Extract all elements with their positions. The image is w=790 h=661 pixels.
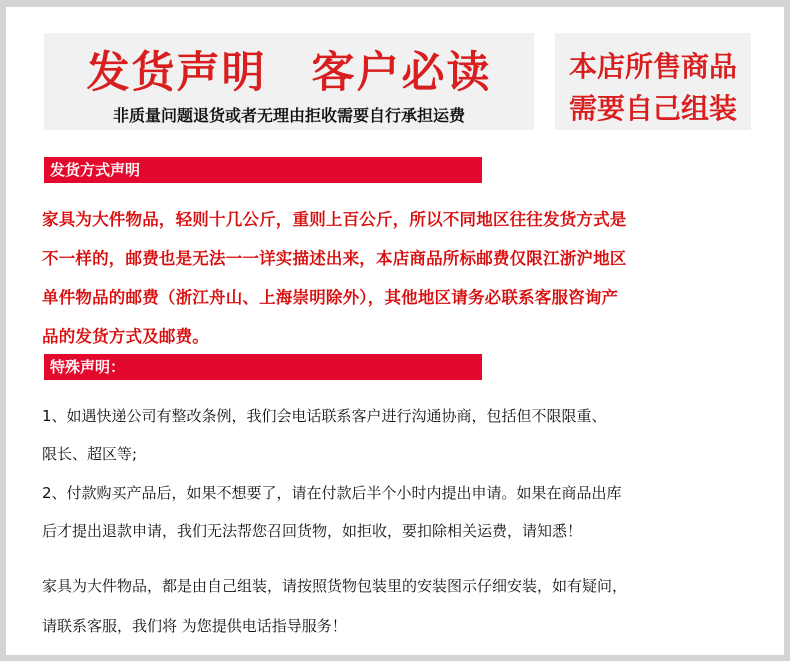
assembly-note-line-1: 家具为大件物品，都是由自己组装，请按照货物包装里的安装图示仔细安装，如有疑问，	[42, 577, 628, 595]
special-section-heading: 特殊声明：	[44, 354, 482, 380]
shipping-notice-line: 品的发货方式及邮费。	[42, 327, 209, 346]
badge-line-2: 需要自己组装	[568, 92, 737, 125]
shipping-notice-line: 单件物品的邮费（浙江舟山、上海崇明除外），其他地区请务必联系客服咨询产	[42, 288, 619, 307]
banner-subtitle: 非质量问题退货或者无理由拒收需要自行承担运费	[112, 106, 465, 125]
special-item-2-line-1: 2、付款购买产品后，如果不想要了，请在付款后半个小时内提出申请。如果在商品出库	[42, 484, 622, 502]
badge-line-1: 本店所售商品	[568, 50, 737, 83]
header-banner	[44, 33, 534, 130]
special-item-1-line-2: 限长、超区等;	[42, 445, 138, 463]
shipping-notice-line: 不一样的，邮费也是无法一一详实描述出来，本店商品所标邮费仅限江浙沪地区	[42, 249, 627, 268]
assembly-badge	[555, 33, 751, 130]
special-item-2-line-2: 后才提出退款申请，我们无法帮您召回货物，如拒收，要扣除相关运费，请知悉！	[42, 522, 583, 540]
special-item-1-line-1: 1、如遇快递公司有整改条例，我们会电话联系客户进行沟通协商，包括但不限限重、	[42, 407, 607, 425]
banner-title: 发货声明 客户必读	[86, 48, 492, 98]
assembly-note-line-2: 请联系客服，我们将 为您提供电话指导服务！	[42, 617, 347, 635]
shipping-notice-line: 家具为大件物品，轻则十几公斤，重则上百公斤，所以不同地区往往发货方式是	[42, 210, 627, 229]
shipping-section-heading: 发货方式声明	[44, 157, 482, 183]
shipping-notice	[42, 200, 762, 356]
